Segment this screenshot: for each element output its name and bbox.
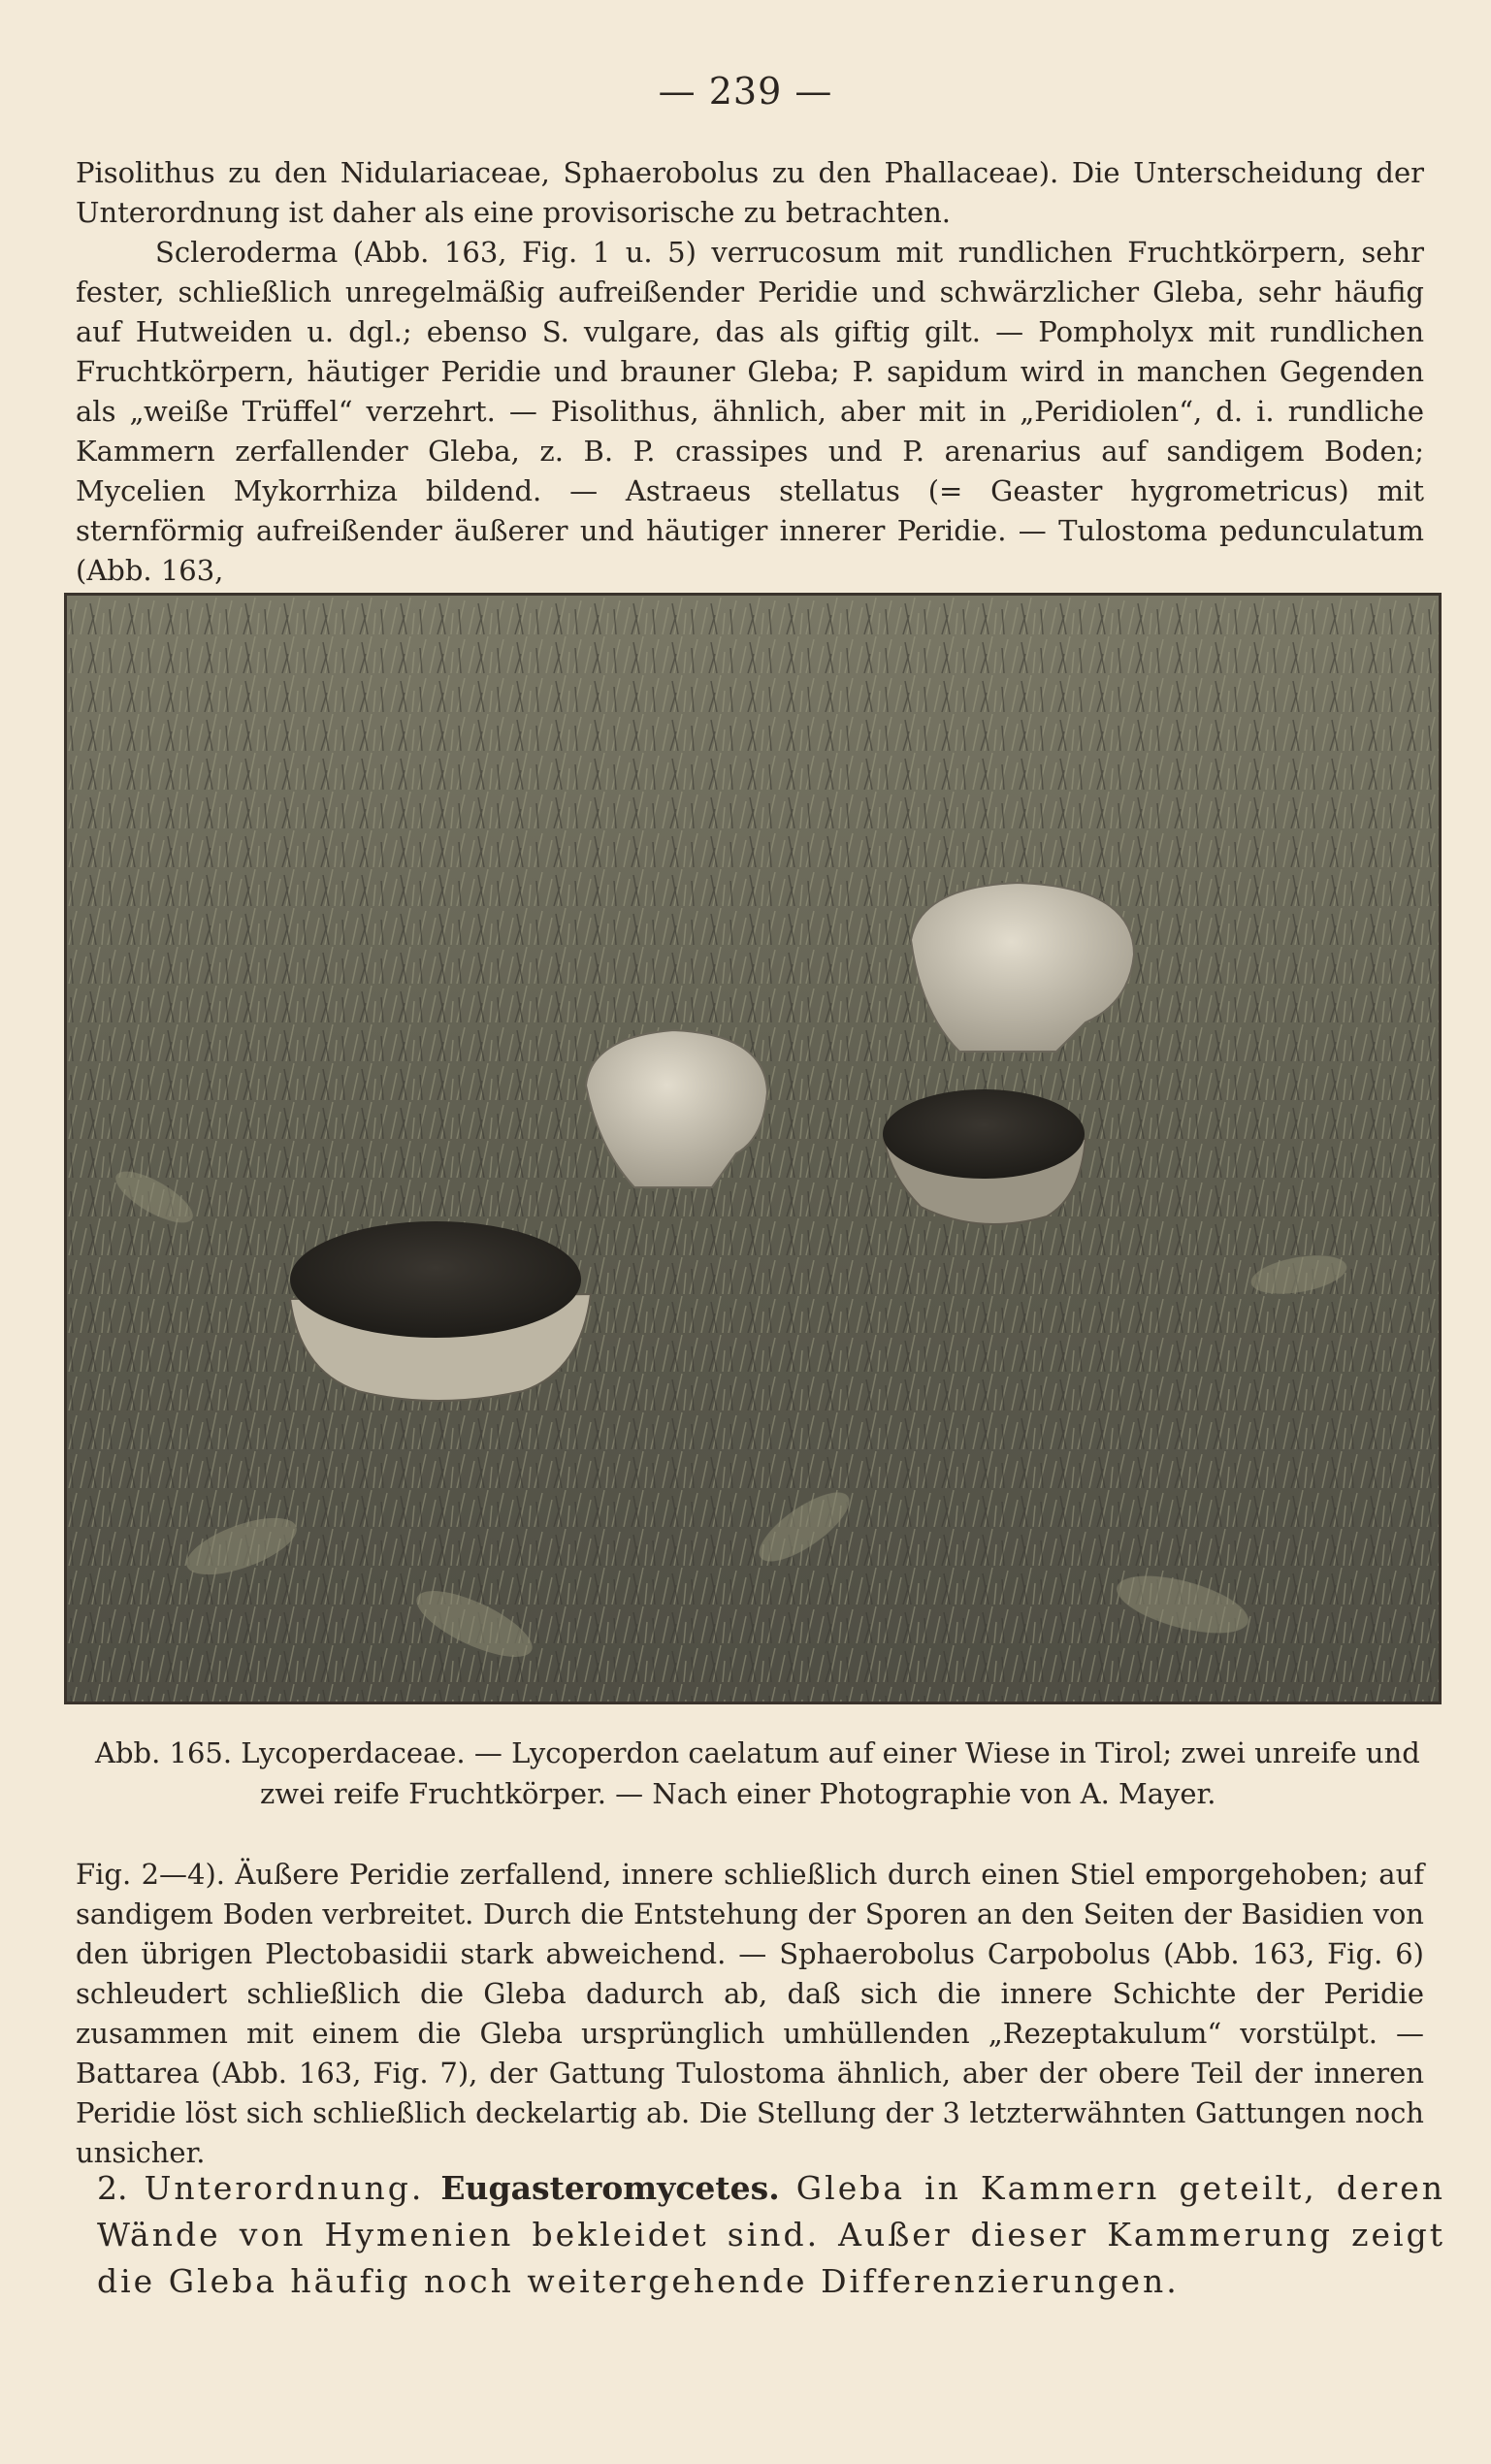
figure-caption	[95, 1733, 1443, 1814]
subsection-name: Eugasteromycetes.	[440, 2169, 780, 2207]
subsection-number: 2.	[97, 2169, 128, 2207]
page-number: — 239 —	[658, 70, 833, 113]
paragraph-1: Pisolithus zu den Nidulariaceae, Sphaerobolus zu den Phallaceae). Die Unterscheidung der Unterordnung ist daher als eine provisorische zu betrachten.	[76, 156, 1424, 229]
caption-line-1: Abb. 165. Lycoperdaceae. — Lycoperdon caelatum auf einer Wiese in Tirol; zwei unreife und	[95, 1736, 1420, 1769]
bottom-text-block	[76, 1855, 1424, 2173]
paragraph-3: Fig. 2—4). Äußere Peridie zerfallend, innere schließlich durch einen Stiel emporgehoben; auf sandigem Boden verbreitet. Durch die Entstehung der Sporen an den Seiten der Basidien von den übrigen Plectobasidii stark abweichend. — Sphaerobolus Carpobolus (Abb. 163, Fig. 6) schleudert schließlich die Gleba dadurch ab, daß sich die innere Schichte der Peridie zusammen mit einem die Gleba ursprünglich umhüllenden „Rezeptakulum“ vorstülpt. — Battarea (Abb. 163, Fig. 7), der Gattung Tulostoma ähnlich, aber der obere Teil der inneren Peridie löst sich schließlich deckelartig ab. Die Stellung der 3 letzterwähnten Gattungen noch unsicher.	[76, 1858, 1424, 2169]
subsection-label: Unterordnung.	[144, 2169, 425, 2207]
subsection-heading	[97, 2165, 1445, 2305]
photograph-lycoperdon	[64, 593, 1442, 1704]
caption-line-2: zwei reife Fruchtkörper. — Nach einer Photographie von A. Mayer.	[260, 1777, 1216, 1810]
top-text-block	[76, 153, 1424, 591]
paragraph-2: Scleroderma (Abb. 163, Fig. 1 u. 5) verrucosum mit rundlichen Fruchtkörpern, sehr fester, schließlich unregelmäßig aufreißender Peridie und schwärzlicher Gleba, sehr häufig auf Hutweiden u. dgl.; ebenso S. vulgare, das als giftig gilt. — Pompholyx mit rundlichen Fruchtkörpern, häutiger Peridie und brauner Gleba; P. sapidum wird in manchen Gegenden als „weiße Trüffel“ verzehrt. — Pisolithus, ähnlich, aber mit in „Peridiolen“, d. i. rundliche Kammern zerfallender Gleba, z. B. P. crassipes und P. arenarius auf sandigem Boden; Mycelien Mykorrhiza bildend. — Astraeus stellatus (= Geaster hygrometricus) mit sternförmig aufreißender äußerer und häutiger innerer Peridie. — Tulostoma pedunculatum (Abb. 163,	[76, 236, 1424, 587]
subsection-text: Gleba in Kammern geteilt, deren Wände von Hymenien bekleidet sind. Außer dieser Kammerung zeigt die Gleba häufig noch weitergehende Differenzierungen.	[97, 2169, 1446, 2300]
